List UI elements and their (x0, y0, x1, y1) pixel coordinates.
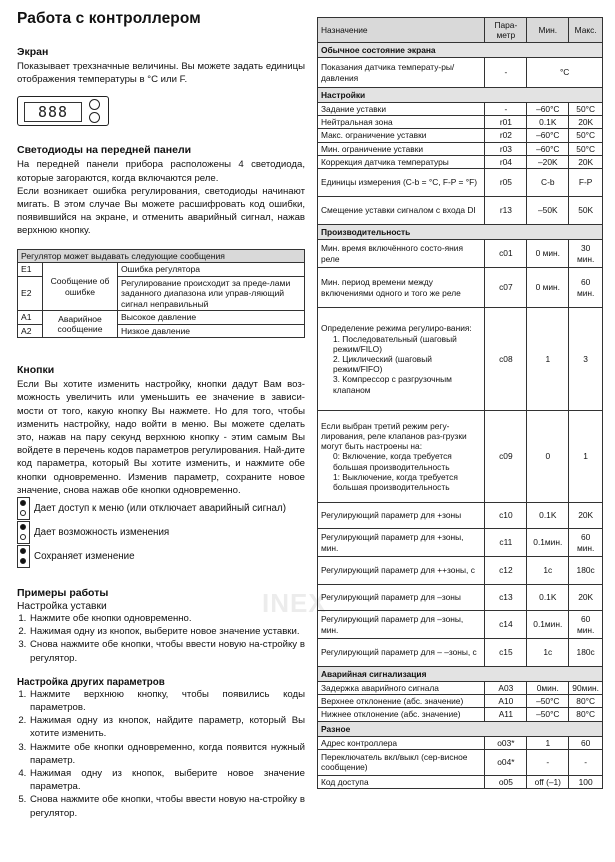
row-param: c01 (485, 240, 527, 268)
row-name: Регулирующий параметр для +зоны (318, 503, 485, 529)
message-code: A1 (18, 311, 43, 325)
message-code: E1 (18, 263, 43, 277)
step-item: 1. Нажмите верхнюю кнопку, чтобы появились коды параметров. (29, 688, 305, 714)
table-row (318, 639, 603, 667)
row-param: r13 (485, 197, 527, 225)
step-item: 4. Нажимая одну из кнопок, выберите новое значение параметра. (29, 767, 305, 793)
row-param: A10 (485, 695, 527, 708)
row-min: 0.1K (527, 503, 569, 529)
table-row (318, 103, 603, 116)
examples-subheading-other: Настройка других параметров (17, 676, 165, 688)
watermark: INEX (262, 588, 327, 618)
messages-table (17, 249, 305, 339)
row-param: c07 (485, 268, 527, 308)
row-name: Регулирующий параметр для ++зоны, с (318, 557, 485, 585)
row-name: Мин. ограничение уставки (318, 142, 485, 155)
button-legend-save (17, 545, 305, 569)
mode-option: 3. Компрессор с разгрузочным клапаном (333, 374, 452, 395)
button-legend-menu (17, 497, 305, 521)
row-max: 50K (569, 197, 603, 225)
row-param: c08 (485, 308, 527, 411)
row-name: Регулирующий параметр для +зоны, мин. (318, 529, 485, 557)
row-max: 20K (569, 155, 603, 168)
row-min: 0.1K (527, 116, 569, 129)
row-min: 1с (527, 639, 569, 667)
step-item: 5. Снова нажмите обе кнопки, чтобы ввести новую на-стройку в регулятор. (29, 793, 305, 819)
row-param: o04* (485, 749, 527, 775)
section-title: Разное (318, 721, 603, 736)
mode-option: 1. Последовательный (шаговый режим/FILO) (333, 333, 457, 354)
screen-text: Показывает трехзначные величины. Вы можете задать единицы отображения температуры в °C или F. (17, 61, 305, 86)
row-param: A03 (485, 682, 527, 695)
row-param: c13 (485, 585, 527, 611)
row-min: - (527, 749, 569, 775)
row-max: 3 (569, 308, 603, 411)
table-row (318, 682, 603, 695)
message-code: E2 (18, 276, 43, 311)
row-name: Единицы измерения (C-b = °C, F-P = °F) (318, 169, 485, 197)
table-row (318, 142, 603, 155)
table-row (318, 736, 603, 749)
leds-text (17, 158, 305, 237)
row-max: 90мин. (569, 682, 603, 695)
table-row (318, 695, 603, 708)
row-param: r03 (485, 142, 527, 155)
row-max: 1 (569, 411, 603, 503)
table-row-c09 (318, 411, 603, 503)
message-text: Низкое давление (118, 324, 305, 338)
row-name (318, 308, 485, 411)
parameters-table (317, 17, 603, 789)
row-param: - (485, 103, 527, 116)
table-row (318, 585, 603, 611)
row-param: c12 (485, 557, 527, 585)
table-row (318, 503, 603, 529)
table-row (318, 58, 603, 88)
table-row (318, 268, 603, 308)
row-param: o05 (485, 775, 527, 788)
message-text: Высокое давление (118, 311, 305, 325)
left-column (17, 10, 305, 820)
row-max: 180с (569, 639, 603, 667)
message-text: Регулирование происходит за преде-лами заданного диапазона или управ-ляющий сигнал неправильный (118, 276, 305, 311)
row-min: 0.1мин. (527, 611, 569, 639)
buttons-heading: Кнопки (17, 364, 55, 377)
row-min: 1с (527, 557, 569, 585)
step-item: 2. Нажимая одну из кнопок, найдите параметр, который Вы хотите изменить. (29, 714, 305, 740)
display-digits: 888 (24, 102, 82, 122)
table-row (318, 749, 603, 775)
row-max: 60 мин. (569, 268, 603, 308)
table-head-row (318, 18, 603, 43)
messages-table-header: Регулятор может выдавать следующие сообщения (18, 249, 305, 263)
row-max: 30 мин. (569, 240, 603, 268)
screen-heading: Экран (17, 46, 49, 58)
row-min: 0мин. (527, 682, 569, 695)
section-title: Аварийная сигнализация (318, 667, 603, 682)
row-min: –50K (527, 197, 569, 225)
row-name: Показания датчика температу-ры/давления (318, 58, 485, 88)
col-header-min: Мин. (527, 18, 569, 43)
col-header-max: Макс. (569, 18, 603, 43)
table-row (318, 129, 603, 142)
lower-button-icon (89, 112, 100, 123)
row-max: 50°C (569, 103, 603, 116)
row-param: - (485, 58, 527, 88)
examples-heading: Примеры работы (17, 586, 109, 599)
setpoint-steps (17, 612, 305, 665)
button-legend-change (17, 521, 305, 545)
unload-intro: Если выбран третий режим регу-лирования, реле клапанов раз-грузки могут быть настроены на: (321, 420, 467, 452)
step-item: 2. Нажимая одну из кнопок, выберите новое значение уставки. (29, 625, 305, 638)
upper-button-icon (89, 99, 100, 110)
row-max: 60 (569, 736, 603, 749)
button-legend-text: Дает возможность изменения (34, 527, 170, 539)
row-min: –60°C (527, 142, 569, 155)
message-code: A2 (18, 324, 43, 338)
row-name: Нейтральная зона (318, 116, 485, 129)
leds-heading: Светодиоды на передней панели (17, 144, 192, 157)
row-name (318, 411, 485, 503)
buttons-text: Если Вы хотите изменить настройку, кнопки дадут Вам воз-можность увеличить или уменьшить ее значение в зависи-мости от того, какую кнопку Вы нажмете. Но для того, чтобы изменить настройку, надо войти в меню. Вы можете сделать это, нажав на пару секунд верхнюю кнопку - этим самым Вы войдете в перечень кодов параметров регулирования. Най-дите код параметра, который Вы хотите изменить, и нажмите обе кнопки одновременно. Изменив параметр, сохраните новое значение, снова нажав обе кнопки одновременно. (17, 379, 305, 496)
col-header-param: Пара-метр (485, 18, 527, 43)
controller-display-illustration (17, 96, 109, 126)
row-param: c14 (485, 611, 527, 639)
row-name: Коррекция датчика температуры (318, 155, 485, 168)
row-max: 20K (569, 503, 603, 529)
row-name: Регулирующий параметр для – –зоны, с (318, 639, 485, 667)
row-min: 1 (527, 308, 569, 411)
row-param: c11 (485, 529, 527, 557)
table-row (318, 529, 603, 557)
row-min: off (–1) (527, 775, 569, 788)
leds-paragraph-2: Если возникает ошибка регулирования, светодиоды начинают мигать. В этом случае Вы можете расшифровать код ошибки, появившийся на экране, и отменить аварийный сигнал, нажав верхнюю кнопку. (17, 185, 305, 237)
row-max: 180с (569, 557, 603, 585)
row-min: 0 мин. (527, 240, 569, 268)
row-name: Код доступа (318, 775, 485, 788)
row-min: 0 мин. (527, 268, 569, 308)
row-min: 0 (527, 411, 569, 503)
table-row (318, 557, 603, 585)
row-max: 50°C (569, 142, 603, 155)
row-min: –60°C (527, 103, 569, 116)
table-row (318, 708, 603, 721)
step-item: 3. Снова нажмите обе кнопки, чтобы ввести новую на-стройку в регулятор. (29, 638, 305, 664)
row-max: 60 мин. (569, 529, 603, 557)
table-row (318, 775, 603, 788)
row-max: 80°C (569, 695, 603, 708)
row-name: Адрес контроллера (318, 736, 485, 749)
table-row (318, 155, 603, 168)
message-text: Ошибка регулятора (118, 263, 305, 277)
row-min: C-b (527, 169, 569, 197)
row-name: Макс. ограничение уставки (318, 129, 485, 142)
row-name: Задание уставки (318, 103, 485, 116)
row-name: Регулирующий параметр для –зоны (318, 585, 485, 611)
either-button-icon (17, 521, 30, 544)
row-param: r04 (485, 155, 527, 168)
row-min: 0.1мин. (527, 529, 569, 557)
section-title: Настройки (318, 88, 603, 103)
table-row (318, 169, 603, 197)
row-min: 0.1K (527, 585, 569, 611)
col-header-name: Назначение (318, 18, 485, 43)
leds-paragraph-1: На передней панели прибора расположены 4 светодиода, которые загораются, когда включаются реле. (17, 159, 305, 184)
row-name: Переключатель вкл/выкл (сер-висное сообщение) (318, 749, 485, 775)
row-min: –50°C (527, 695, 569, 708)
message-group: Сообщение об ошибке (43, 263, 118, 311)
examples-subheading-setpoint: Настройка уставки (17, 600, 107, 612)
row-name: Нижнее отклонение (абс. значение) (318, 708, 485, 721)
table-row (318, 240, 603, 268)
row-range: °C (527, 58, 603, 88)
row-name: Регулирующий параметр для –зоны, мин. (318, 611, 485, 639)
table-row (318, 611, 603, 639)
row-max: 20K (569, 585, 603, 611)
button-legend-text: Дает доступ к меню (или отключает аварийный сигнал) (34, 503, 286, 515)
button-legend-text: Сохраняет изменение (34, 551, 135, 563)
row-param: c10 (485, 503, 527, 529)
row-name: Мин. период времени между включениями одного и того же реле (318, 268, 485, 308)
row-max: 80°C (569, 708, 603, 721)
right-column (317, 17, 603, 789)
top-button-pressed-icon (17, 497, 30, 520)
unload-option: 1: Выключение, когда требуется большая производительность (333, 471, 458, 493)
row-max: - (569, 749, 603, 775)
step-item: 3. Нажмите обе кнопки одновременно, когда появится нужный параметр. (29, 741, 305, 767)
row-min: 1 (527, 736, 569, 749)
row-max: F-P (569, 169, 603, 197)
row-min: –60°C (527, 129, 569, 142)
row-name: Верхнее отклонение (абс. значение) (318, 695, 485, 708)
mode-intro: Определение режима регулиро-вания: (321, 323, 472, 334)
row-param: r02 (485, 129, 527, 142)
unload-option: 0: Включение, когда требуется большая производительность (333, 451, 452, 472)
row-name: Задержка аварийного сигнала (318, 682, 485, 695)
other-params-steps (17, 688, 305, 820)
row-max: 50°C (569, 129, 603, 142)
row-max: 100 (569, 775, 603, 788)
row-param: o03* (485, 736, 527, 749)
page-title: Работа с контроллером (17, 10, 201, 27)
message-group: Аварийное сообщение (43, 311, 118, 338)
both-buttons-pressed-icon (17, 545, 30, 568)
row-name: Мин. время включённого состо-яния реле (318, 240, 485, 268)
table-row (318, 197, 603, 225)
row-name: Смещение уставки сигналом с входа DI (318, 197, 485, 225)
section-title: Обычное состояние экрана (318, 43, 603, 58)
row-param: c09 (485, 411, 527, 503)
row-param: c15 (485, 639, 527, 667)
row-max: 60 мин. (569, 611, 603, 639)
mode-option: 2. Циклический (шаговый режим/FIFO) (333, 353, 432, 375)
row-param: r01 (485, 116, 527, 129)
table-row-c08 (318, 308, 603, 411)
table-row (318, 116, 603, 129)
row-min: –20K (527, 155, 569, 168)
row-param: r05 (485, 169, 527, 197)
step-item: 1. Нажмите обе кнопки одновременно. (29, 612, 305, 625)
row-max: 20K (569, 116, 603, 129)
section-title: Производительность (318, 225, 603, 240)
row-param: A11 (485, 708, 527, 721)
row-min: –50°C (527, 708, 569, 721)
